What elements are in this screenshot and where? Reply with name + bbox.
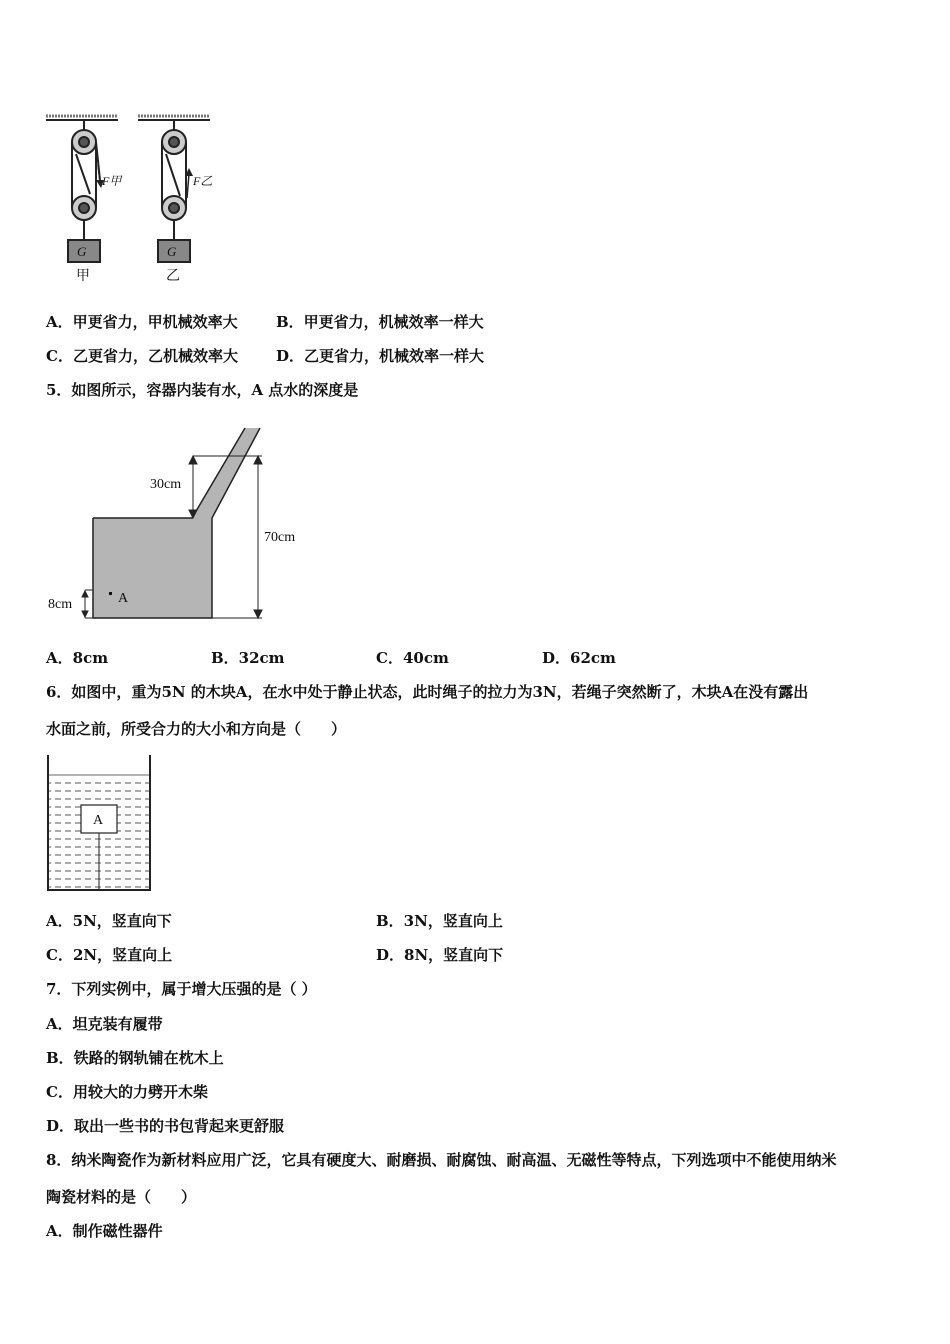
point-a-marker — [109, 592, 112, 595]
ceiling-right — [138, 116, 210, 120]
dim-70cm: 70cm — [264, 530, 296, 545]
wood-block-label: A — [93, 813, 104, 828]
dim-30cm: 30cm — [150, 477, 182, 492]
pulley-system-left — [68, 120, 100, 262]
q5-option-c: C．40cm — [376, 649, 449, 667]
ceiling-left — [46, 116, 118, 120]
q4-option-b: B．甲更省力，机械效率一样大 — [276, 313, 484, 331]
container-figure — [40, 420, 320, 630]
q7-option-d: D．取出一些书的书包背起来更舒服 — [46, 1117, 285, 1135]
q7-option-b: B．铁路的钢轨铺在枕木上 — [46, 1049, 224, 1067]
q6-option-c: C．2N，竖直向上 — [46, 946, 173, 964]
q7-option-c: C．用较大的力劈开木柴 — [46, 1083, 208, 1101]
dim-8cm: 8cm — [48, 597, 73, 612]
q6-option-b: B．3N，竖直向上 — [376, 912, 503, 930]
q8-stem-line1: 8．纳米陶瓷作为新材料应用广泛，它具有硬度大、耐磨损、耐腐蚀、耐高温、无磁性等特点，下列选项中不能使用纳米 — [46, 1151, 837, 1169]
beaker-figure — [44, 755, 154, 895]
q5-stem: 5．如图所示，容器内装有水，A 点水的深度是 — [46, 381, 359, 399]
pulley-figure — [40, 110, 230, 285]
q4-option-a: A．甲更省力，甲机械效率大 — [46, 313, 238, 331]
q7-option-a: A．坦克装有履带 — [46, 1015, 163, 1033]
point-a-label: A — [118, 591, 129, 606]
q6-stem-line1: 6．如图中，重为5N 的木块A，在水中处于静止状态，此时绳子的拉力为3N，若绳子突然断了，木块A在没有露出 — [46, 683, 809, 701]
pulley-system-right — [158, 120, 190, 262]
q5-option-a: A．8cm — [46, 649, 109, 667]
q4-option-d: D．乙更省力，机械效率一样大 — [276, 347, 485, 365]
q4-option-c: C．乙更省力，乙机械效率大 — [46, 347, 238, 365]
q6-stem-line2: 水面之前，所受合力的大小和方向是（ ） — [46, 720, 347, 738]
q8-stem-line2: 陶瓷材料的是（ ） — [46, 1188, 197, 1206]
force-label-left: F甲 — [102, 174, 122, 188]
q6-option-d: D．8N，竖直向下 — [376, 946, 504, 964]
q6-option-a: A．5N，竖直向下 — [46, 912, 172, 930]
caption-left: 甲 — [76, 269, 90, 284]
caption-right: 乙 — [166, 269, 180, 284]
q5-option-b: B．32cm — [211, 649, 285, 667]
q7-stem: 7．下列实例中，属于增大压强的是（ ） — [46, 980, 317, 998]
weight-label-left: G — [77, 244, 87, 259]
q5-option-d: D．62cm — [542, 649, 616, 667]
force-label-right: F乙 — [193, 174, 213, 188]
q8-option-a: A．制作磁性器件 — [46, 1222, 163, 1240]
weight-label-right: G — [167, 244, 177, 259]
